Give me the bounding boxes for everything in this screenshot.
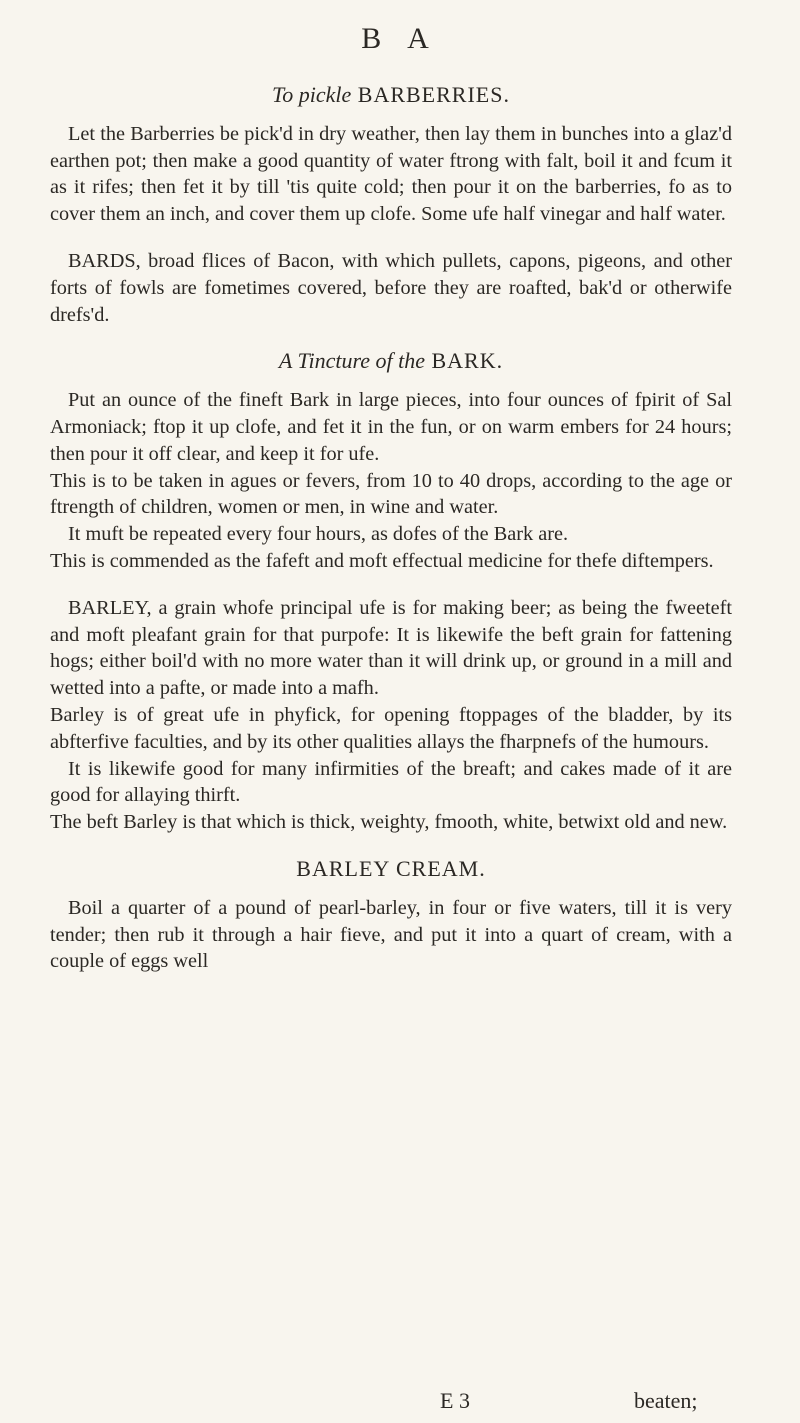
paragraph: The beft Barley is that which is thick, weighty, fmooth, white, betwixt old and new.	[50, 811, 728, 834]
paragraph: BARLEY, a grain whofe principal ufe is for making beer; as being the fweeteft and moft pleafant grain for that purpofe: It is likewife the beft grain for fattening hogs; either boil'd with no more water than it will drink up, or ground in a mill and wetted into a pafte, or made into a mafh.	[50, 596, 732, 700]
paragraph: Let the Barberries be pick'd in dry weather, then lay them in bunches into a glaz'd earthen pot; then make a good quantity of water ftrong with falt, boil it and fcum it as it rifes; then fet it by till 'tis quite cold; then pour it on the barberries, fo as to cover them an inch, and cover them up clofe. Some ufe half vinegar and half water.	[50, 122, 732, 226]
heading-italic: A Tincture of the	[278, 348, 425, 374]
signature-mark: E 3	[440, 1388, 470, 1413]
paragraph: It is likewife good for many infirmities of the breaft; and cakes made of it are good for allaying thirft.	[50, 757, 732, 807]
heading-bark	[50, 348, 732, 375]
heading-barley-cream	[50, 856, 732, 883]
heading-italic: To pickle	[272, 82, 352, 107]
paragraph: Barley is of great ufe in phyfick, for opening ftoppages of the bladder, by its abfterfive faculties, and by its other qualities allays the fharpnefs of the humours.	[50, 703, 732, 753]
paragraph: Put an ounce of the fineft Bark in large pieces, into four ounces of fpirit of Sal Armoniack; ftop it up clofe, and fet it in the fun, or on warm embers for 24 hours; then pour it off clear, and keep it for ufe.	[50, 389, 732, 465]
heading-barberries	[50, 82, 732, 109]
paragraph: This is to be taken in agues or fevers, from 10 to 40 drops, according to the age or ftrength of children, women or men, in wine and water.	[50, 469, 732, 519]
paragraph: This is commended as the fafeft and moft effectual medicine for thefe diftempers.	[50, 549, 714, 572]
heading-caps: BARLEY CREAM.	[296, 855, 486, 881]
paragraph: Boil a quarter of a pound of pearl-barley, in four or five waters, till it is very tender; then rub it through a hair fieve, and put it into a quart of cream, with a couple of eggs well	[50, 896, 732, 973]
heading-caps: BARK.	[431, 348, 504, 374]
paragraph: It muft be repeated every four hours, as dofes of the Bark are.	[68, 523, 569, 546]
paragraph: BARDS, broad flices of Bacon, with which pullets, capons, pigeons, and other forts of fowls are fometimes covered, before they are roafted, bak'd or otherwife drefs'd.	[50, 249, 732, 326]
catchword: beaten;	[634, 1388, 698, 1413]
page-text	[50, 82, 732, 975]
running-head: B A	[361, 22, 439, 55]
heading-caps: BARBERRIES.	[357, 82, 510, 107]
